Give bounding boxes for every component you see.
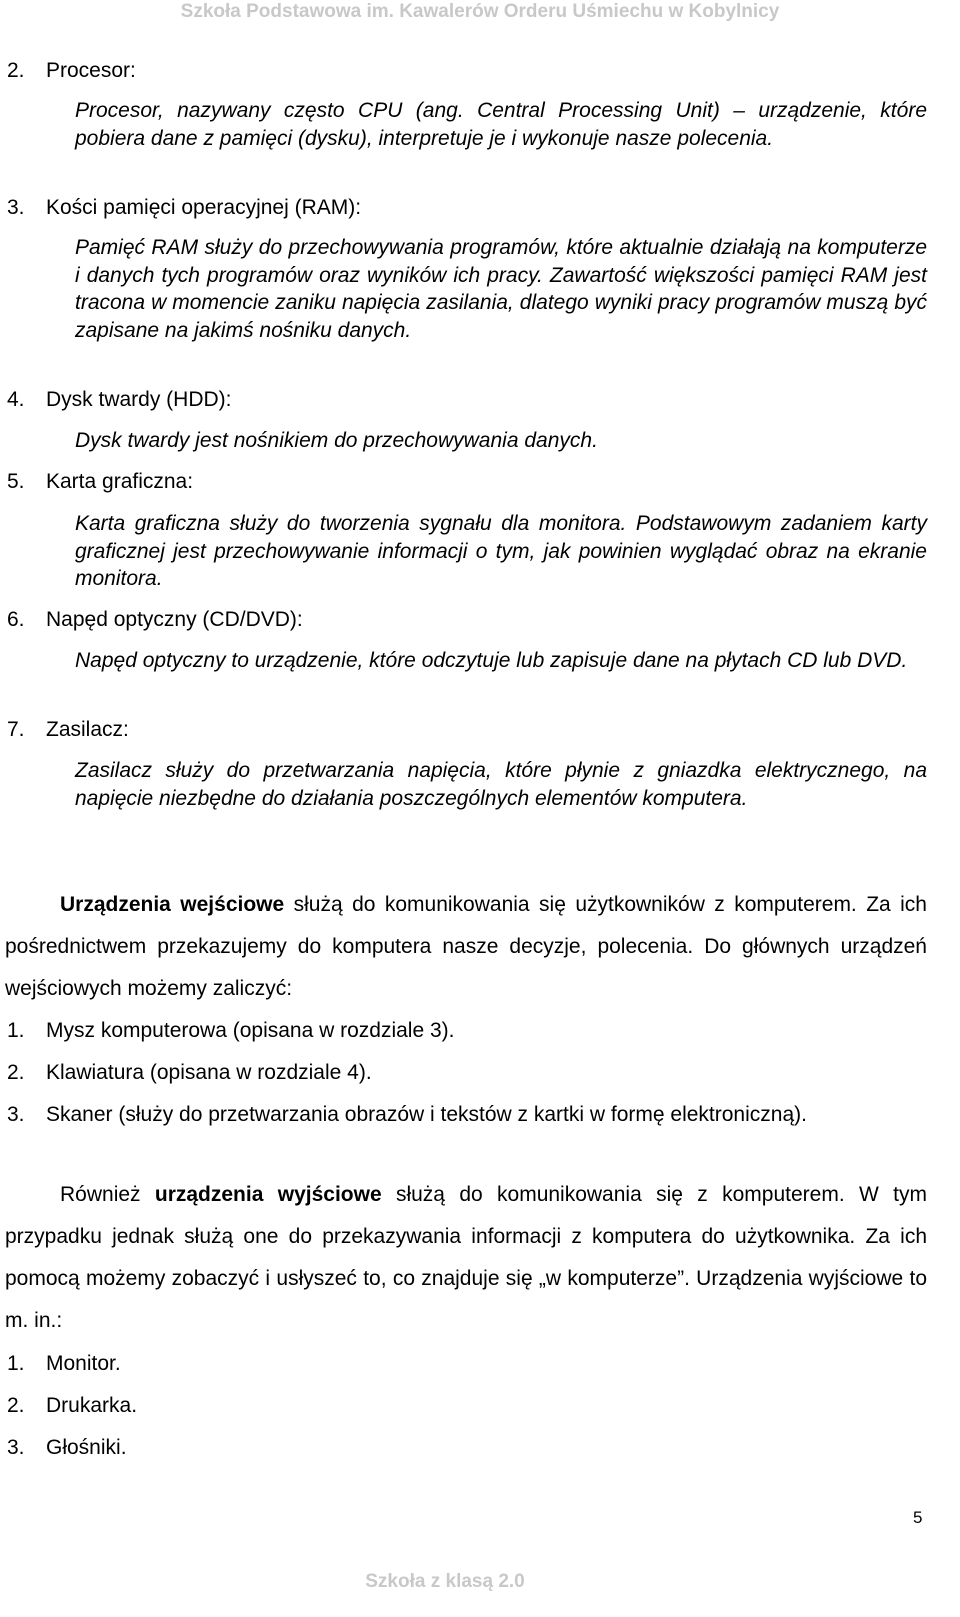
output-devices-text: służą do komunikowania się z komputerem. W tym przypadku jednak służą one do przekazywania informacji z komputera do użytkownika. Za ich pomocą możemy zobaczyć i usłyszeć to, co znajduje się „w komputerze”. Urządzenia wyjściowe to m. in.: <box>5 1183 927 1332</box>
list-number: 6. <box>7 608 25 631</box>
list-title: Kości pamięci operacyjnej (RAM): <box>46 196 362 219</box>
list-title: Zasilacz: <box>46 718 129 741</box>
list-number: 7. <box>7 718 25 741</box>
list-number: 3. <box>7 1103 25 1126</box>
list-number: 2. <box>7 1394 25 1417</box>
page-number: 5 <box>913 1508 923 1527</box>
list-title: Napęd optyczny (CD/DVD): <box>46 608 303 631</box>
list-title: Procesor: <box>46 59 136 82</box>
input-devices-term: Urządzenia wejściowe <box>60 893 285 916</box>
list-description: Procesor, nazywany często CPU (ang. Central Processing Unit) – urządzenie, które pobiera dane z pamięci (dysku), interpretuje je i wykonuje nasze polecenia. <box>75 99 927 150</box>
list-item: Drukarka. <box>46 1394 138 1417</box>
list-description: Zasilacz służy do przetwarzania napięcia, które płynie z gniazdka elektrycznego, na napięcie niezbędne do działania poszczególnych elementów komputera. <box>75 759 927 810</box>
list-description: Dysk twardy jest nośnikiem do przechowywania danych. <box>75 429 598 452</box>
list-item: Głośniki. <box>46 1436 127 1459</box>
list-number: 3. <box>7 1436 25 1459</box>
list-description: Karta graficzna służy do tworzenia sygnału dla monitora. Podstawowym zadaniem karty graficznej jest przechowywanie informacji o tym, jak powinien wyglądać obraz na ekranie monitora. <box>75 512 927 590</box>
list-item: Klawiatura (opisana w rozdziale 4). <box>46 1061 372 1084</box>
list-description: Napęd optyczny to urządzenie, które odczytuje lub zapisuje dane na płytach CD lub DVD. <box>75 649 908 672</box>
output-devices-term: urządzenia wyjściowe <box>154 1183 382 1206</box>
output-devices-paragraph <box>5 1174 927 1342</box>
list-item: Mysz komputerowa (opisana w rozdziale 3). <box>46 1019 455 1042</box>
list-item: Skaner (służy do przetwarzania obrazów i tekstów z kartki w formę elektroniczną). <box>46 1103 807 1126</box>
input-devices-text: służą do komunikowania się użytkowników z komputerem. Za ich pośrednictwem przekazujemy do komputera nasze decyzje, polecenia. Do głównych urządzeń wejściowych możemy zaliczyć: <box>5 893 927 1000</box>
list-number: 1. <box>7 1019 25 1042</box>
list-item: Monitor. <box>46 1352 121 1375</box>
list-number: 2. <box>7 59 25 82</box>
input-devices-paragraph <box>5 884 927 1010</box>
page-footer: Szkoła z klasą 2.0 <box>365 1571 525 1592</box>
list-number: 3. <box>7 196 25 219</box>
list-number: 5. <box>7 470 25 493</box>
list-number: 1. <box>7 1352 25 1375</box>
list-title: Dysk twardy (HDD): <box>46 388 232 411</box>
list-title: Karta graficzna: <box>46 470 194 493</box>
list-number: 2. <box>7 1061 25 1084</box>
list-number: 4. <box>7 388 25 411</box>
list-description: Pamięć RAM służy do przechowywania programów, które aktualnie działają na komputerze i danych tych programów oraz wyników ich pracy. Zawartość większości pamięci RAM jest tracona w momencie zaniku napięcia zasilania, dlatego wyniki pracy programów muszą być zapisane na jakimś nośniku danych. <box>75 236 927 342</box>
output-devices-lead: Również <box>60 1183 155 1206</box>
page-header: Szkoła Podstawowa im. Kawalerów Orderu Uśmiechu w Kobylnicy <box>180 1 780 22</box>
